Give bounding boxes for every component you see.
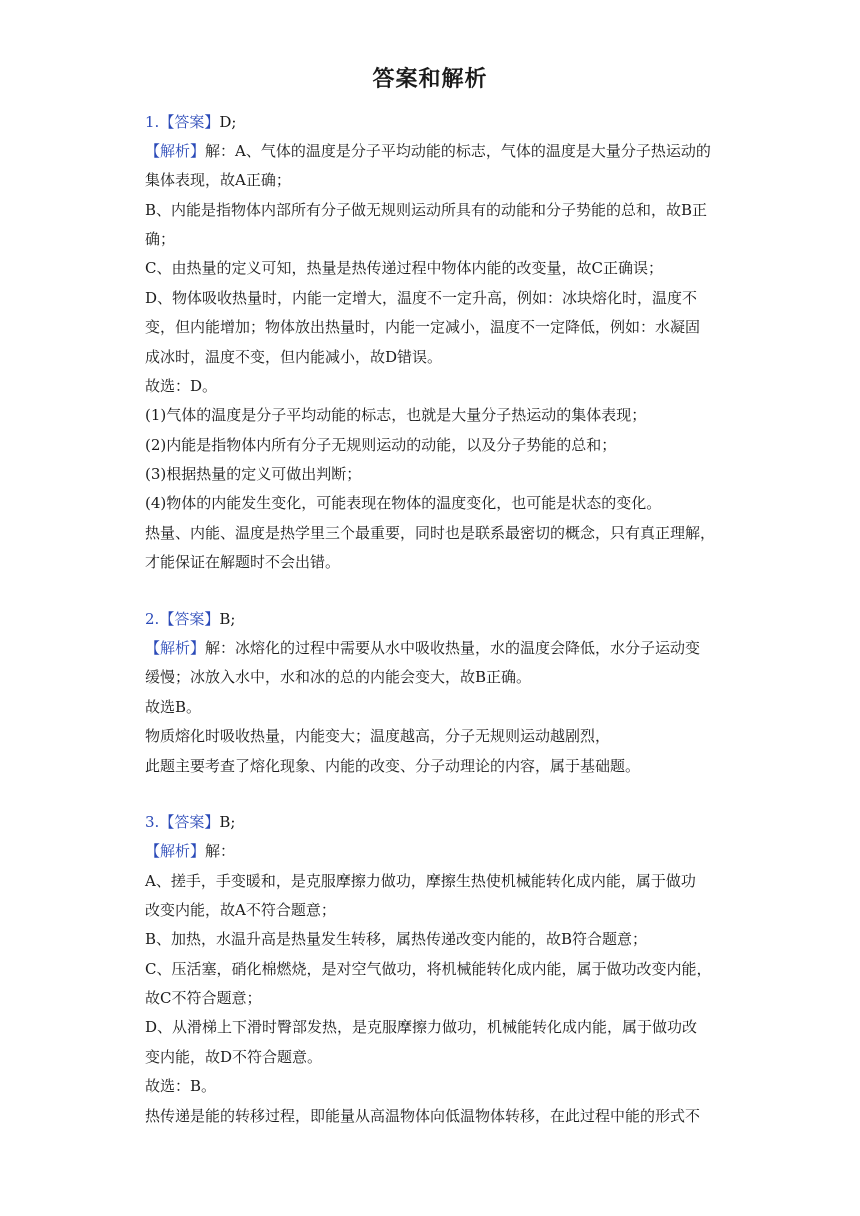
q2-line-1: 缓慢；冰放入水中，水和冰的总的内能会变大，故B正确。 <box>145 668 532 686</box>
q1-answer-tag: 【答案】 <box>159 113 220 131</box>
q2-line-4: 此题主要考查了熔化现象、内能的改变、分子动理论的内容，属于基础题。 <box>145 757 641 775</box>
q1-line-2: B、内能是指物体内部所有分子做无规则运动所具有的动能和分子势能的总和，故B正 <box>145 201 708 219</box>
q1-line-12: (4)物体的内能发生变化，可能表现在物体的温度变化，也可能是状态的变化。 <box>145 494 662 512</box>
q2-analysis-tag: 【解析】 <box>145 639 206 657</box>
page-title: 答案和解析 <box>372 67 488 92</box>
q2-answer-line <box>145 609 720 629</box>
q3-line-5: 故C不符合题意； <box>145 989 262 1007</box>
q1-line-9: (1)气体的温度是分子平均动能的标志，也就是大量分子热运动的集体表现； <box>145 406 647 424</box>
q3-line-4: C、压活塞，硝化棉燃烧，是对空气做功，将机械能转化成内能，属于做功改变内能， <box>145 960 712 978</box>
q1-line-7: 成冰时，温度不变，但内能减小，故D错误。 <box>145 348 443 366</box>
q1-line-11: (3)根据热量的定义可做出判断； <box>145 465 362 483</box>
q1-line-1: 集体表现，故A正确； <box>145 171 291 189</box>
q1-answer: D; <box>219 113 237 131</box>
q2-line-2: 故选B。 <box>145 698 202 716</box>
q3-line-3: B、加热，水温升高是热量发生转移，属热传递改变内能的，故B符合题意； <box>145 930 648 948</box>
q3-analysis-tag: 【解析】 <box>145 842 206 860</box>
q1-analysis-tag: 【解析】 <box>145 142 206 160</box>
q2-line-3: 物质熔化时吸收热量，内能变大；温度越高，分子无规则运动越剧烈， <box>145 727 611 745</box>
q2-answer: B; <box>219 610 236 628</box>
q1-line-10: (2)内能是指物体内所有分子无规则运动的动能，以及分子势能的总和； <box>145 436 617 454</box>
q3-line-6: D、从滑梯上下滑时臀部发热，是克服摩擦力做功，机械能转化成内能，属于做功改 <box>145 1018 698 1036</box>
q2-answer-tag: 【答案】 <box>159 610 220 628</box>
q3-analysis-line <box>145 841 720 861</box>
q1-line-3: 确； <box>145 230 176 248</box>
q1-answer-line <box>145 112 720 132</box>
q2-number: 2. <box>145 610 160 628</box>
q2-line-0: 解：冰熔化的过程中需要从水中吸收热量，水的温度会降低，水分子运动变 <box>205 639 701 657</box>
q1-line-0: 解：A、气体的温度是分子平均动能的标志，气体的温度是大量分子热运动的 <box>205 142 711 160</box>
q3-line-7: 变内能，故D不符合题意。 <box>145 1048 323 1066</box>
q1-line-4: C、由热量的定义可知，热量是热传递过程中物体内能的改变量，故C正确误； <box>145 259 663 277</box>
q1-line-8: 故选：D。 <box>145 377 218 395</box>
q3-line-9: 热传递是能的转移过程，即能量从高温物体向低温物体转移，在此过程中能的形式不 <box>145 1107 701 1125</box>
q1-line-14: 才能保证在解题时不会出错。 <box>145 553 341 571</box>
q3-answer-tag: 【答案】 <box>159 813 220 831</box>
q1-line-5: D、物体吸收热量时，内能一定增大，温度不一定升高，例如：冰块熔化时，温度不 <box>145 289 698 307</box>
q3-answer: B; <box>219 813 236 831</box>
q3-line-1: A、搓手，手变暖和，是克服摩擦力做功，摩擦生热使机械能转化成内能，属于做功 <box>145 872 696 890</box>
q1-number: 1. <box>145 113 160 131</box>
q3-answer-line <box>145 812 720 832</box>
q3-line-0: 解： <box>205 842 236 860</box>
q1-line-6: 变，但内能增加；物体放出热量时，内能一定减小，温度不一定降低，例如：水凝固 <box>145 318 701 336</box>
q3-line-2: 改变内能，故A不符合题意； <box>145 901 336 919</box>
q3-line-8: 故选：B。 <box>145 1077 217 1095</box>
q2-analysis-line <box>145 638 720 658</box>
q3-number: 3. <box>145 813 160 831</box>
q1-analysis-line <box>145 141 720 161</box>
q1-line-13: 热量、内能、温度是热学里三个最重要，同时也是联系最密切的概念，只有真正理解， <box>145 524 716 542</box>
